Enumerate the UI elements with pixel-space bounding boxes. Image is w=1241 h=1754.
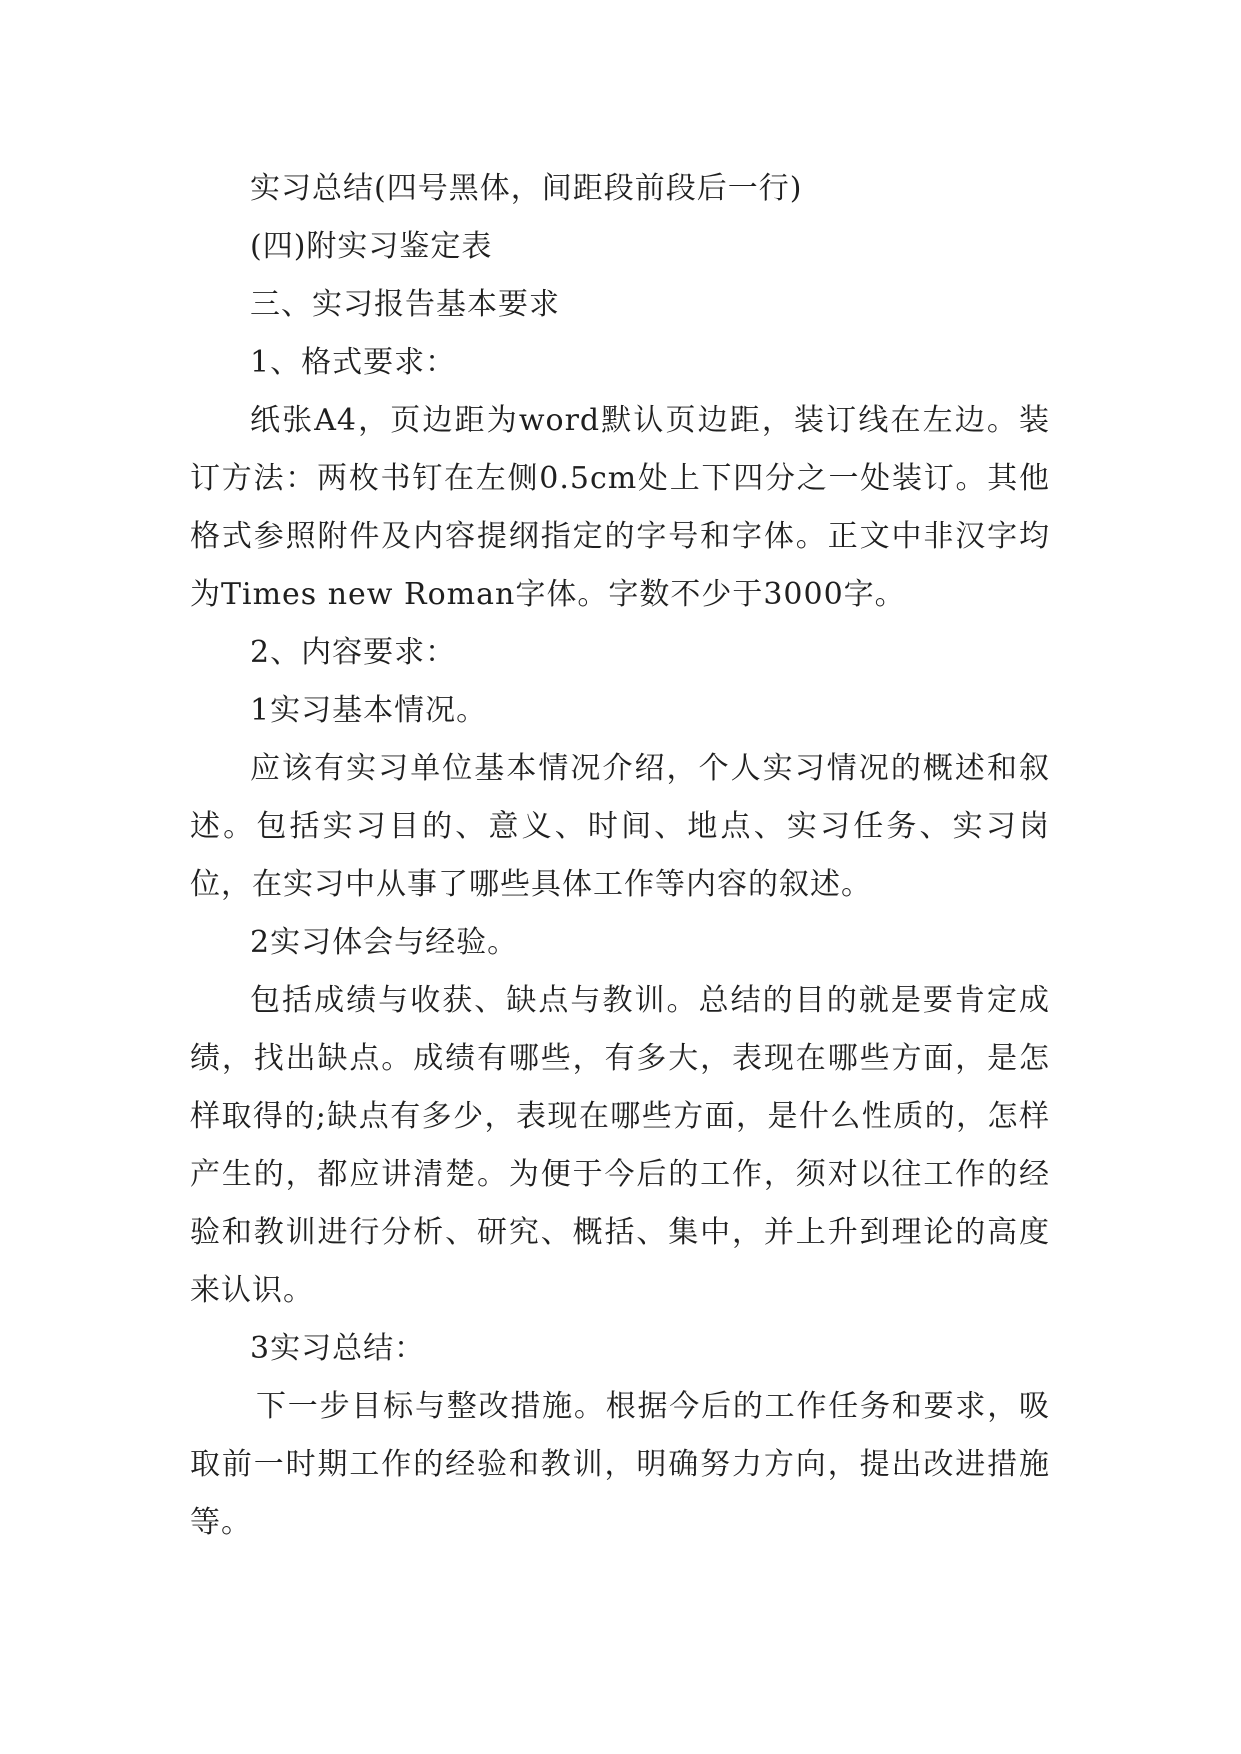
heading-section-three: 三、实习报告基本要求 — [250, 287, 560, 322]
paragraph-format-details: 纸张A4，页边距为word默认页边距，装订线在左边。装订方法：两枚书钉在左侧0.5cm处上下四分之一处装订。其他格式参照附件及内容提纲指定的字号和字体。正文中非汉字均为Times new Roman字体。字数不少于3000字。 — [190, 403, 1050, 612]
heading-summary: 3实习总结： — [250, 1331, 426, 1366]
document-body — [190, 160, 1050, 1552]
heading-experience: 2实习体会与经验。 — [250, 925, 519, 960]
paragraph-basic-situation: 应该有实习单位基本情况介绍，个人实习情况的概述和叙述。包括实习目的、意义、时间、地点、实习任务、实习岗位，在实习中从事了哪些具体工作等内容的叙述。 — [190, 751, 1050, 902]
paragraph-summary: 下一步目标与整改措施。根据今后的工作任务和要求，吸取前一时期工作的经验和教训，明确努力方向，提出改进措施等。 — [190, 1389, 1050, 1540]
heading-basic-situation: 1实习基本情况。 — [250, 693, 488, 728]
paragraph-experience: 包括成绩与收获、缺点与教训。总结的目的就是要肯定成绩，找出缺点。成绩有哪些，有多大，表现在哪些方面，是怎样取得的;缺点有多少，表现在哪些方面，是什么性质的，怎样产生的，都应讲清楚。为便于今后的工作，须对以往工作的经验和教训进行分析、研究、概括、集中，并上升到理论的高度来认识。 — [190, 983, 1050, 1308]
heading-appendix-evaluation: (四)附实习鉴定表 — [250, 229, 493, 264]
heading-format-requirements: 1、格式要求： — [250, 345, 457, 380]
heading-content-requirements: 2、内容要求： — [250, 635, 457, 670]
heading-summary-format-note: 实习总结(四号黑体，间距段前段后一行) — [250, 171, 803, 206]
